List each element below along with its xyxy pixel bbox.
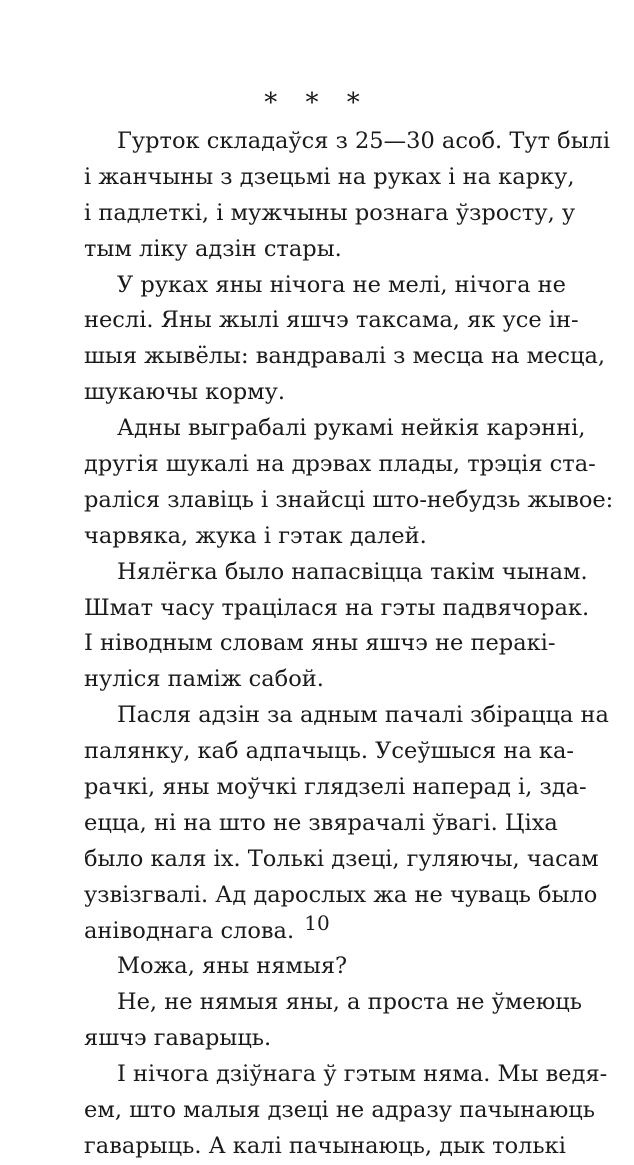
text-line: Пасля адзін за адным пачалі збірацца на — [117, 702, 609, 729]
text-line: Нялёгка было напасвіцца такім чынам. — [117, 558, 588, 585]
text-line: ецца, ні на што не звярачалі ўвагі. Ціха — [84, 809, 558, 836]
text-line: неслі. Яны жылі яшчэ таксама, як усе ін- — [84, 307, 579, 334]
section-separator: * * * — [264, 88, 370, 118]
text-line: другія шукалі на дрэвах плады, трэція ста- — [84, 451, 596, 478]
text-line: І ніводным словам яны яшчэ не перакі- — [84, 630, 556, 657]
text-line: І нічога дзіўнага ў гэтым няма. Мы ведя- — [117, 1061, 608, 1088]
text-line: Можа, яны нямыя? — [117, 953, 348, 980]
text-line: шукаючы корму. — [84, 379, 286, 406]
text-line: было каля іх. Толькі дзеці, гуляючы, часам — [84, 845, 599, 872]
text-line: нуліся паміж сабой. — [84, 666, 324, 693]
text-line: раліся злавіць і знайсці што-небудзь жывое: — [84, 486, 614, 513]
text-line: гаварыць. А калі пачынаюць, дык толькі — [84, 1132, 566, 1159]
body-text — [84, 124, 614, 1165]
text-line: узвізгвалі. Ад дарослых жа не чуваць было — [84, 881, 598, 908]
text-line: палянку, каб адпачыць. Усеўшыся на ка- — [84, 738, 574, 765]
text-line: У руках яны нічога не мелі, нічога не — [117, 271, 566, 298]
text-line: ем, што малыя дзеці не адразу пачынаюць — [84, 1097, 596, 1124]
text-line: і жанчыны з дзецьмі на руках і на карку, — [84, 163, 575, 190]
text-line: Шмат часу трацілася на гэты падвячорак. — [84, 594, 590, 621]
page-number: 10 — [304, 911, 330, 935]
text-line: шыя жывёлы: вандравалі з месца на месца, — [84, 343, 606, 370]
text-line: яшчэ гаварыць. — [84, 1025, 272, 1052]
text-line: Гурток складаўся з 25—30 асоб. Тут былі — [117, 128, 611, 154]
text-line: аніводнага слова. — [84, 917, 295, 944]
text-line: і падлеткі, і мужчыны рознага ўзросту, у — [84, 199, 576, 226]
text-line: Адны выграбалі рукамі нейкія карэнні, — [117, 415, 586, 442]
text-line: рачкі, яны моўчкі глядзелі наперад і, зда- — [84, 774, 587, 801]
text-line: чарвяка, жука і гэтак далей. — [84, 522, 427, 549]
text-line: Не, не нямыя яны, а проста не ўмеюць — [117, 989, 583, 1016]
text-line: тым ліку адзін стары. — [84, 235, 342, 262]
